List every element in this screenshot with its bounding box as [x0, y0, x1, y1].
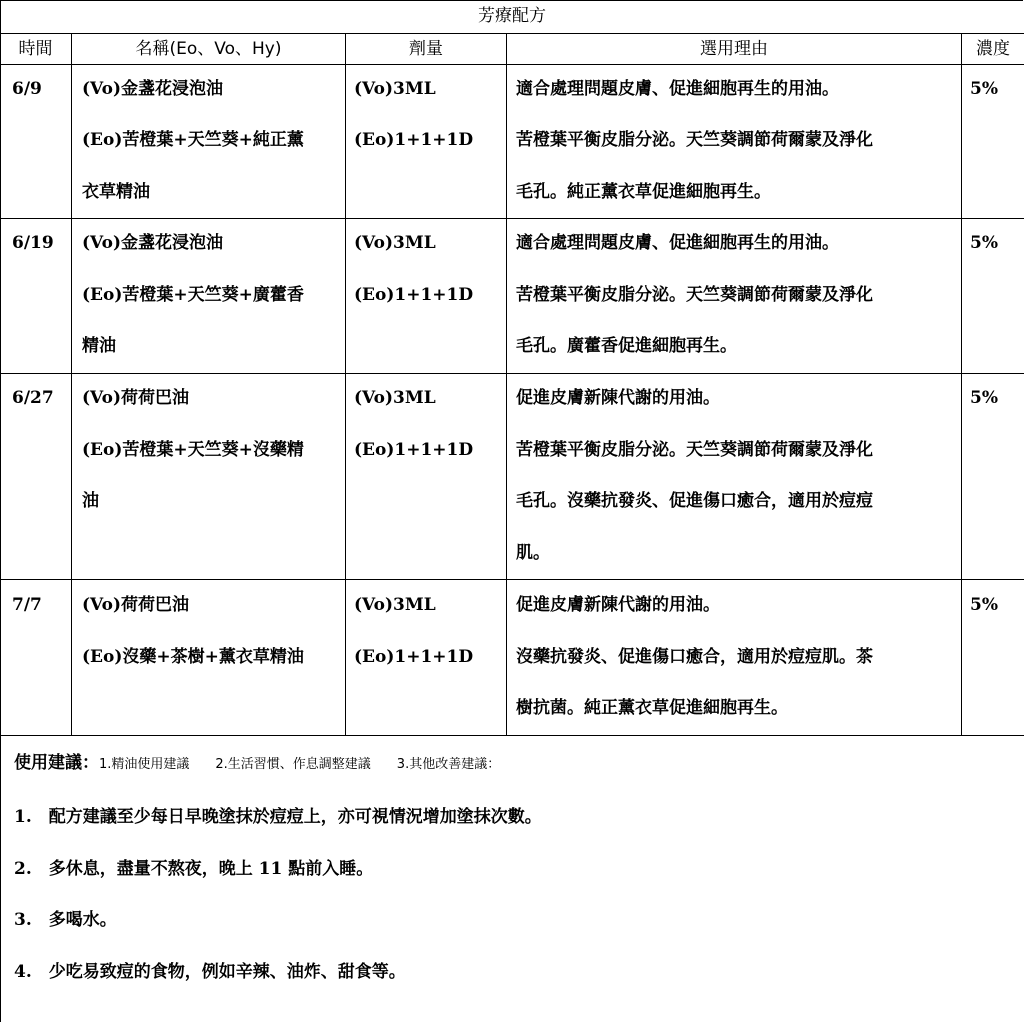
row-name-line: (Eo)苦橙葉+天竺葵+純正薰: [82, 130, 304, 150]
advice-item: 4. 少吃易致痘的食物，例如辛辣、油炸、甜食等。: [14, 962, 406, 982]
column-divider: [506, 33, 507, 735]
column-divider: [345, 33, 346, 735]
row-reason-line: 苦橙葉平衡皮脂分泌。天竺葵調節荷爾蒙及淨化: [516, 130, 873, 150]
row-dose-line: (Eo)1+1+1D: [354, 440, 474, 460]
row-name-line: (Vo)金盞花浸泡油: [82, 233, 224, 253]
header-time: 時間: [18, 39, 53, 59]
advice-item: 3. 多喝水。: [14, 910, 117, 930]
advice-item: 2. 多休息，盡量不熬夜，晚上 11 點前入睡。: [14, 859, 374, 879]
row-reason-line: 促進皮膚新陳代謝的用油。: [516, 595, 720, 615]
row-reason-line: 苦橙葉平衡皮脂分泌。天竺葵調節荷爾蒙及淨化: [516, 285, 873, 305]
row-reason-line: 適合處理問題皮膚、促進細胞再生的用油。: [516, 233, 839, 253]
advice-categories: 1.精油使用建議 2.生活習慣、作息調整建議 3.其他改善建議：: [99, 757, 501, 772]
row-reason-line: 毛孔。廣藿香促進細胞再生。: [516, 336, 737, 356]
header-dose: 劑量: [409, 39, 443, 59]
row-name-line: (Eo)沒藥+茶樹+薰衣草精油: [82, 647, 304, 667]
table-title: 芳療配方: [478, 6, 546, 26]
row-name-line: (Eo)苦橙葉+天竺葵+沒藥精: [82, 440, 304, 460]
row-name-line: 油: [82, 491, 99, 511]
row-reason-line: 適合處理問題皮膚、促進細胞再生的用油。: [516, 79, 839, 99]
row-reason-line: 沒藥抗發炎、促進傷口癒合，適用於痘痘肌。茶: [516, 647, 873, 667]
row-dose-line: (Eo)1+1+1D: [354, 130, 474, 150]
row-date: 7/7: [12, 595, 42, 615]
row-dose-line: (Eo)1+1+1D: [354, 647, 474, 667]
row-concentration: 5%: [970, 388, 998, 408]
advice-heading: 使用建議：: [14, 753, 99, 773]
row-reason-line: 苦橙葉平衡皮脂分泌。天竺葵調節荷爾蒙及淨化: [516, 440, 873, 460]
divider: [0, 735, 1024, 736]
row-name-line: (Vo)荷荷巴油: [82, 388, 190, 408]
row-dose-line: (Vo)3ML: [354, 595, 436, 615]
row-concentration: 5%: [970, 79, 998, 99]
row-dose-line: (Vo)3ML: [354, 388, 436, 408]
row-name-line: (Eo)苦橙葉+天竺葵+廣藿香: [82, 285, 304, 305]
row-date: 6/9: [12, 79, 42, 99]
row-reason-line: 毛孔。純正薰衣草促進細胞再生。: [516, 182, 771, 202]
row-concentration: 5%: [970, 595, 998, 615]
row-name-line: 衣草精油: [82, 182, 150, 202]
row-reason-line: 促進皮膚新陳代謝的用油。: [516, 388, 720, 408]
row-reason-line: 肌。: [516, 543, 550, 563]
row-reason-line: 毛孔。沒藥抗發炎、促進傷口癒合，適用於痘痘: [516, 491, 873, 511]
advice-item: 1. 配方建議至少每日早晚塗抹於痘痘上，亦可視情況增加塗抹次數。: [14, 807, 542, 827]
row-date: 6/27: [12, 388, 54, 408]
header-reason: 選用理由: [700, 39, 768, 59]
column-divider: [961, 33, 962, 735]
row-dose-line: (Eo)1+1+1D: [354, 285, 474, 305]
header-concentration: 濃度: [976, 39, 1010, 59]
row-reason-line: 樹抗菌。純正薰衣草促進細胞再生。: [516, 698, 788, 718]
header-name: 名稱(Eo、Vo、Hy): [135, 39, 282, 59]
row-dose-line: (Vo)3ML: [354, 233, 436, 253]
column-divider: [71, 33, 72, 735]
row-name-line: 精油: [82, 336, 116, 356]
row-name-line: (Vo)金盞花浸泡油: [82, 79, 224, 99]
row-date: 6/19: [12, 233, 54, 253]
advice-heading-line: [14, 748, 500, 773]
row-name-line: (Vo)荷荷巴油: [82, 595, 190, 615]
row-concentration: 5%: [970, 233, 998, 253]
row-dose-line: (Vo)3ML: [354, 79, 436, 99]
